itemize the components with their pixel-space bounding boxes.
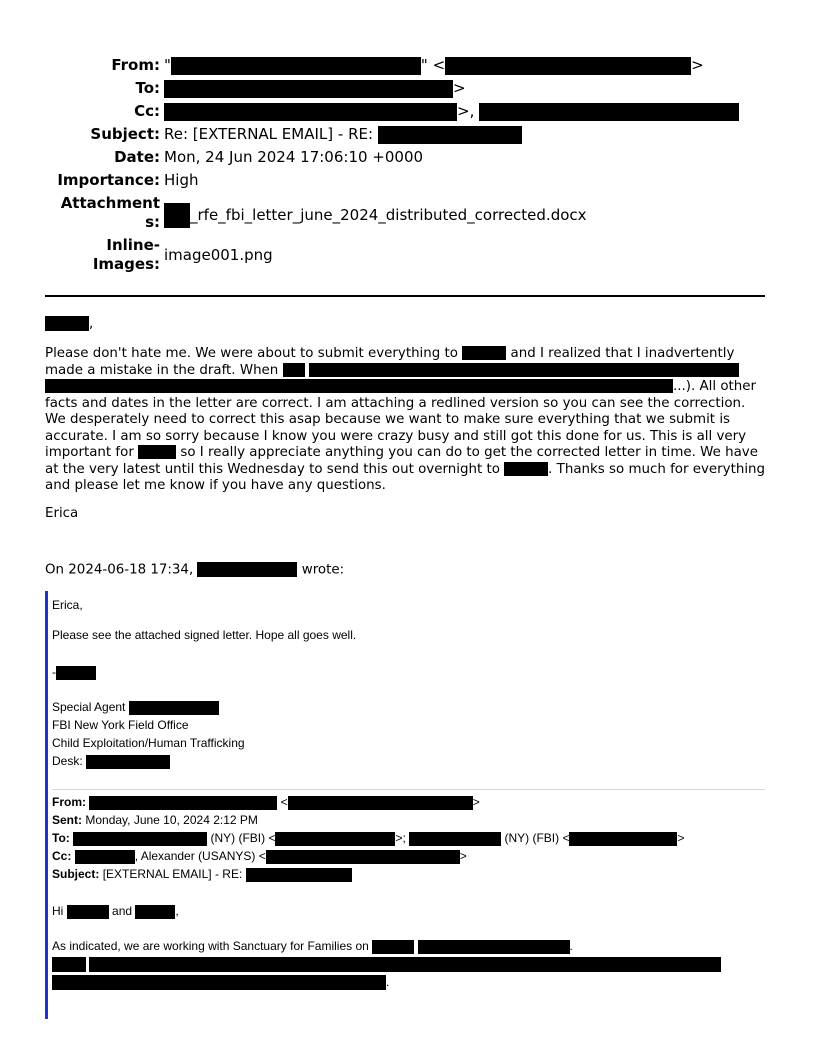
redaction	[309, 363, 739, 377]
redaction	[378, 126, 522, 144]
redaction	[86, 755, 170, 769]
cc-label: Cc:	[134, 102, 160, 120]
date-value: Mon, 24 Jun 2024 17:06:10 +0000	[164, 148, 424, 166]
cc-value: >,	[164, 101, 739, 121]
redaction	[462, 346, 506, 360]
redaction	[197, 562, 297, 577]
salutation: ,	[45, 316, 770, 333]
quoted-from: From: < >	[52, 795, 480, 809]
redaction	[246, 868, 352, 882]
quoted-divider	[52, 789, 765, 790]
redaction	[56, 666, 96, 680]
quoted-dash: -	[52, 663, 96, 681]
redaction	[129, 701, 219, 715]
redaction	[73, 832, 207, 846]
quoted-subject: Subject: [EXTERNAL EMAIL] - RE:	[52, 865, 352, 883]
redaction	[479, 103, 739, 121]
wrote-line: On 2024-06-18 17:34, wrote:	[45, 562, 345, 578]
redaction	[52, 957, 86, 972]
redaction	[275, 832, 395, 846]
quoted-line: Please see the attached signed letter. Hope all goes well.	[52, 628, 357, 642]
redaction	[164, 203, 190, 228]
redaction	[418, 940, 570, 954]
attachments-label-line2: s:	[145, 213, 160, 231]
redaction	[164, 103, 457, 121]
redaction	[372, 940, 414, 954]
redaction	[45, 316, 89, 331]
redaction	[89, 796, 277, 810]
attachment-file[interactable]: _rfe_fbi_letter_june_2024_distributed_corrected.docx	[164, 203, 587, 228]
signature-office: FBI New York Field Office	[52, 718, 189, 732]
quoted-cc: Cc: , Alexander (USANYS) < >	[52, 849, 467, 863]
signature-agent: Special Agent	[52, 698, 219, 716]
redaction	[135, 905, 175, 919]
redaction	[288, 796, 473, 810]
quoted-redacted-line	[52, 955, 721, 973]
redaction	[504, 462, 548, 476]
attachments-label-line1: Attachment	[60, 194, 160, 212]
redaction	[283, 363, 305, 377]
quoted-to: To: (NY) (FBI) < >; (NY) (FBI) < >	[52, 831, 685, 845]
message-paragraph: Please don't hate me. We were about to submit everything to and I realized that I inadvertently made a mistake in the draft. When ...). All other facts and dates in the letter are correct. I am attaching a redlined version so you can see the correction. We desperately need to correct this asap because we want to make sure everything that we submit is accurate. I am so sorry because I know you were crazy busy and still got this done for us. This is all very important for so I really appreciate anything you can do to get the corrected letter in time. We have at the very latest until this Wednesday to send this out overnight to . Thanks so much for everything and please let me know if you have any questions.	[45, 346, 766, 493]
redaction	[52, 975, 386, 990]
quoted-redacted-line: .	[52, 973, 389, 991]
redaction	[138, 445, 176, 459]
inline-images-label-line1: Inline-	[106, 236, 160, 254]
subject-label: Subject:	[90, 125, 160, 143]
redaction	[164, 80, 453, 98]
from-value: " " < >	[164, 56, 704, 74]
importance-value: High	[164, 171, 199, 189]
signature-desk: Desk:	[52, 752, 170, 770]
date-label: Date:	[114, 148, 160, 166]
header-divider	[45, 295, 765, 297]
signoff: Erica	[45, 506, 79, 521]
quote-bar	[45, 591, 48, 1019]
inline-image-file[interactable]: image001.png	[164, 246, 273, 264]
redaction	[45, 379, 673, 393]
subject-value: Re: [EXTERNAL EMAIL] - RE:	[164, 124, 522, 144]
quoted-indicated: As indicated, we are working with Sanctuary for Families on .	[52, 939, 573, 953]
importance-label: Importance:	[57, 171, 160, 189]
redaction	[75, 850, 135, 864]
redaction	[266, 850, 460, 864]
redaction	[409, 832, 501, 846]
redaction	[67, 905, 109, 919]
quoted-sent: Sent: Monday, June 10, 2024 2:12 PM	[52, 813, 258, 827]
to-value: >	[164, 78, 466, 98]
quoted-greeting: Erica,	[52, 598, 83, 612]
signature-unit: Child Exploitation/Human Trafficking	[52, 736, 245, 750]
redaction	[89, 957, 721, 972]
inline-images-label-line2: Images:	[92, 255, 160, 273]
redaction	[445, 57, 691, 75]
quoted-hi: Hi and ,	[52, 904, 179, 918]
redaction	[569, 832, 677, 846]
redaction	[171, 57, 421, 75]
to-label: To:	[135, 79, 160, 97]
from-label: From:	[111, 56, 160, 74]
